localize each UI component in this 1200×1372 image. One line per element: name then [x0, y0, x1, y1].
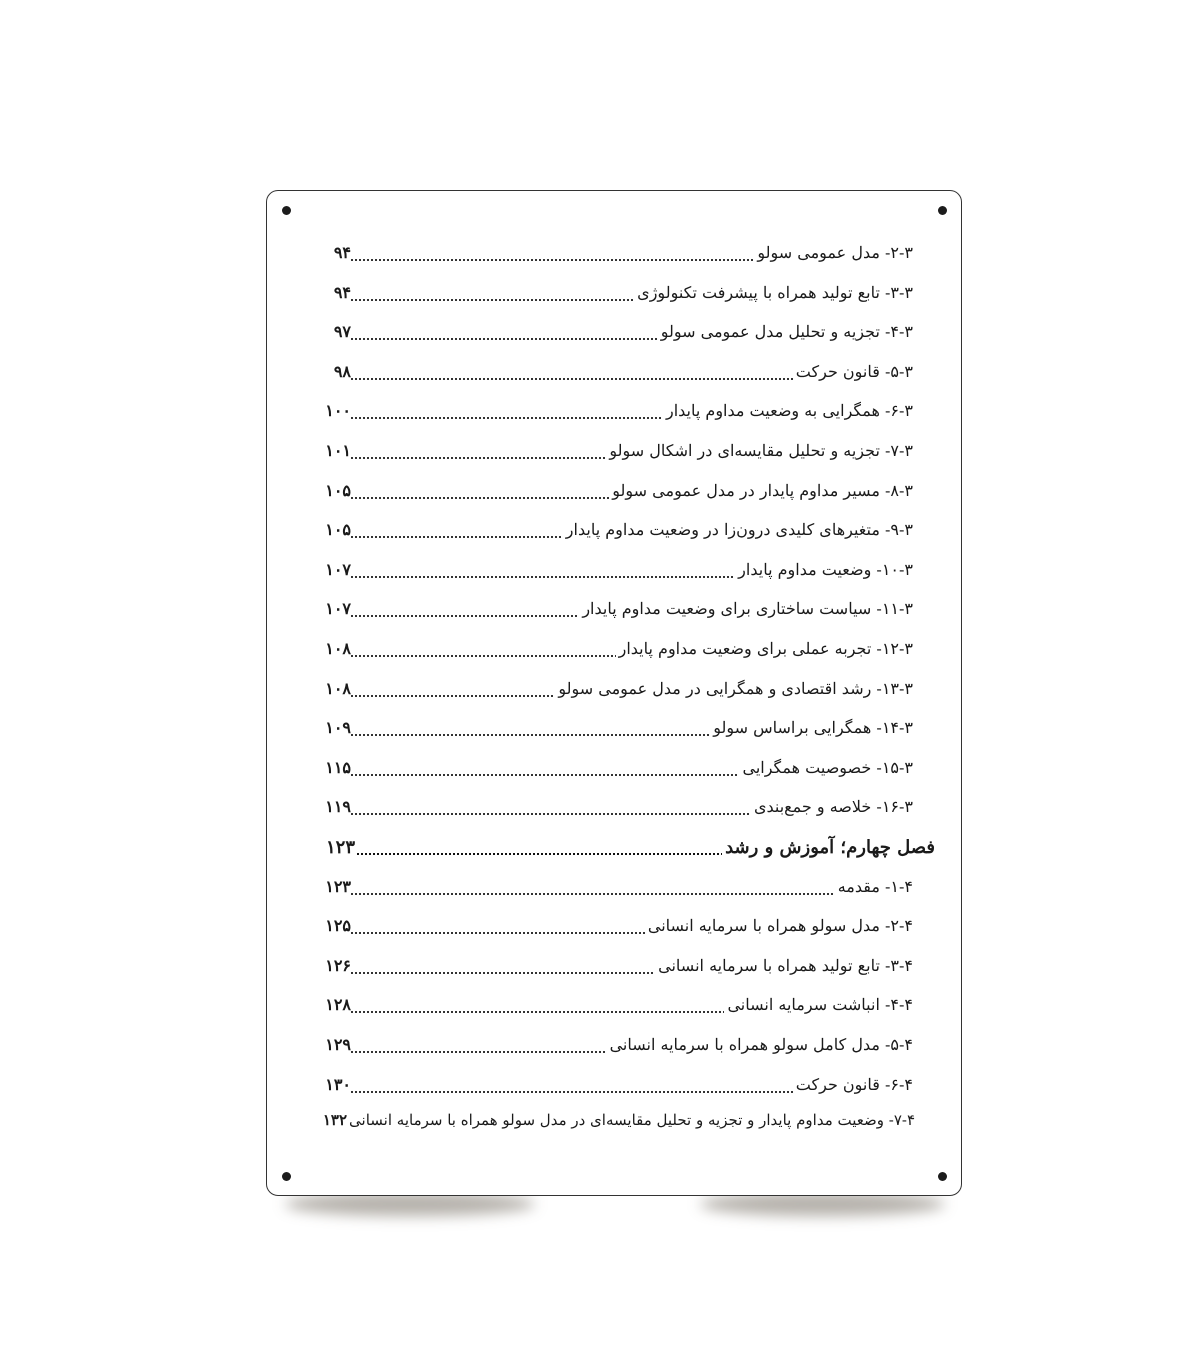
toc-entry-page-number: ۱۰۵: [315, 481, 351, 500]
toc-entry-page-number: ۱۲۶: [315, 956, 351, 975]
toc-entry-label: ۱۳-۳- رشد اقتصادی و همگرایی در مدل عمومی سولو: [555, 679, 913, 698]
toc-page-card: [266, 190, 962, 1196]
toc-entry-label: ۱۲-۳- تجربه عملی برای وضعیت مداوم پایدار: [616, 639, 913, 658]
toc-entry-label: ۷-۴- وضعیت مداوم پایدار و تجزیه و تحلیل مقایسه‌ای در مدل سولو همراه با سرمایه انسانی: [349, 1111, 915, 1129]
toc-entry-page-number: ۱۰۵: [315, 520, 351, 539]
toc-entry-label: ۳-۴- تابع تولید همراه با سرمایه انسانی: [655, 956, 913, 975]
toc-entry-page-number: ۱۲۹: [315, 1035, 351, 1054]
toc-entry: [315, 437, 913, 467]
toc-entry-label: ۱۰-۳- وضعیت مداوم پایدار: [735, 560, 913, 579]
toc-entry: [315, 952, 913, 982]
toc-entry: [315, 1031, 913, 1061]
toc-entry-label: ۱۴-۳- همگرایی براساس سولو: [710, 718, 913, 737]
toc-entry-label: ۲-۳- مدل عمومی سولو: [754, 243, 913, 262]
toc-entry-page-number: ۱۲۳: [313, 837, 355, 858]
toc-entry-label: ۳-۳- تابع تولید همراه با پیشرفت تکنولوژی: [634, 283, 913, 302]
toc-entry-page-number: ۹۴: [315, 243, 351, 262]
toc-entry-page-number: ۱۰۷: [315, 599, 351, 618]
toc-entry-page-number: ۱۲۳: [315, 877, 351, 896]
toc-entry: [315, 912, 913, 942]
toc-entry-label: ۶-۴- قانون حرکت: [793, 1075, 913, 1094]
toc-entry: [315, 239, 913, 269]
dot-leader: [351, 893, 913, 895]
toc-entry: [315, 556, 913, 586]
toc-entry: [315, 1071, 913, 1101]
toc-entry-page-number: ۹۴: [315, 283, 351, 302]
toc-entry-label: ۲-۴- مدل سولو همراه با سرمایه انسانی: [645, 916, 913, 935]
toc-entry: [315, 279, 913, 309]
toc-entry-label: ۱۶-۳- خلاصه و جمع‌بندی: [751, 797, 913, 816]
toc-entry-page-number: ۱۰۹: [315, 718, 351, 737]
toc-entry-page-number: ۱۱۵: [315, 758, 351, 777]
toc-entry-label: ۱۱-۳- سیاست ساختاری برای وضعیت مداوم پایدار: [579, 599, 913, 618]
toc-entry-page-number: ۱۰۰: [315, 401, 351, 420]
toc-entry-page-number: ۱۰۱: [315, 441, 351, 460]
toc-entry: [315, 793, 913, 823]
toc-entry: [315, 714, 913, 744]
toc-entry: [315, 516, 913, 546]
toc-entry: [315, 595, 913, 625]
toc-entry-7-4: [293, 1111, 915, 1129]
toc-entry-label: ۴-۴- انباشت سرمایه انسانی: [724, 995, 913, 1014]
toc-entry-label: ۶-۳- همگرایی به وضعیت مداوم پایدار: [663, 401, 913, 420]
toc-entry-label: ۱-۴- مقدمه: [835, 877, 913, 896]
toc-entry-label: ۵-۴- مدل کامل سولو همراه با سرمایه انسانی: [607, 1035, 913, 1054]
toc-entry: [315, 397, 913, 427]
toc-entry: [315, 358, 913, 388]
toc-entry-label: ۴-۳- تجزیه و تحلیل مدل عمومی سولو: [658, 322, 913, 341]
toc-entry-page-number: ۱۱۹: [315, 797, 351, 816]
toc-entry: [315, 635, 913, 665]
toc-entry-page-number: ۹۸: [315, 362, 351, 381]
toc-entry-page-number: ۱۲۸: [315, 995, 351, 1014]
toc-entry: [315, 675, 913, 705]
toc-entry: [315, 873, 913, 903]
toc-entry-page-number: ۱۳۲: [322, 1111, 348, 1129]
toc-entry-page-number: ۹۷: [315, 322, 351, 341]
toc-entry-label: ۹-۳- متغیرهای کلیدی درون‌زا در وضعیت مداوم پایدار: [563, 520, 913, 539]
toc-entry-label: ۵-۳- قانون حرکت: [793, 362, 913, 381]
toc-entry-page-number: ۱۳۰: [315, 1075, 351, 1094]
table-of-contents: [267, 191, 961, 1195]
toc-entry-page-number: ۱۰۸: [315, 639, 351, 658]
toc-entry-label: ۱۵-۳- خصوصیت همگرایی: [739, 758, 913, 777]
toc-entry: [315, 318, 913, 348]
toc-entry: [315, 754, 913, 784]
toc-entry-label: ۷-۳- تجزیه و تحلیل مقایسه‌ای در اشکال سولو: [606, 441, 913, 460]
toc-entry-page-number: ۱۰۷: [315, 560, 351, 579]
toc-entry: [315, 991, 913, 1021]
toc-entry-label: فصل چهارم؛ آموزش و رشد: [722, 837, 935, 858]
toc-entry-page-number: ۱۰۸: [315, 679, 351, 698]
toc-entry-page-number: ۱۲۵: [315, 916, 351, 935]
toc-entry-label: ۸-۳- مسیر مداوم پایدار در مدل عمومی سولو: [609, 481, 913, 500]
toc-entry: [315, 477, 913, 507]
toc-chapter-heading: [313, 833, 935, 863]
